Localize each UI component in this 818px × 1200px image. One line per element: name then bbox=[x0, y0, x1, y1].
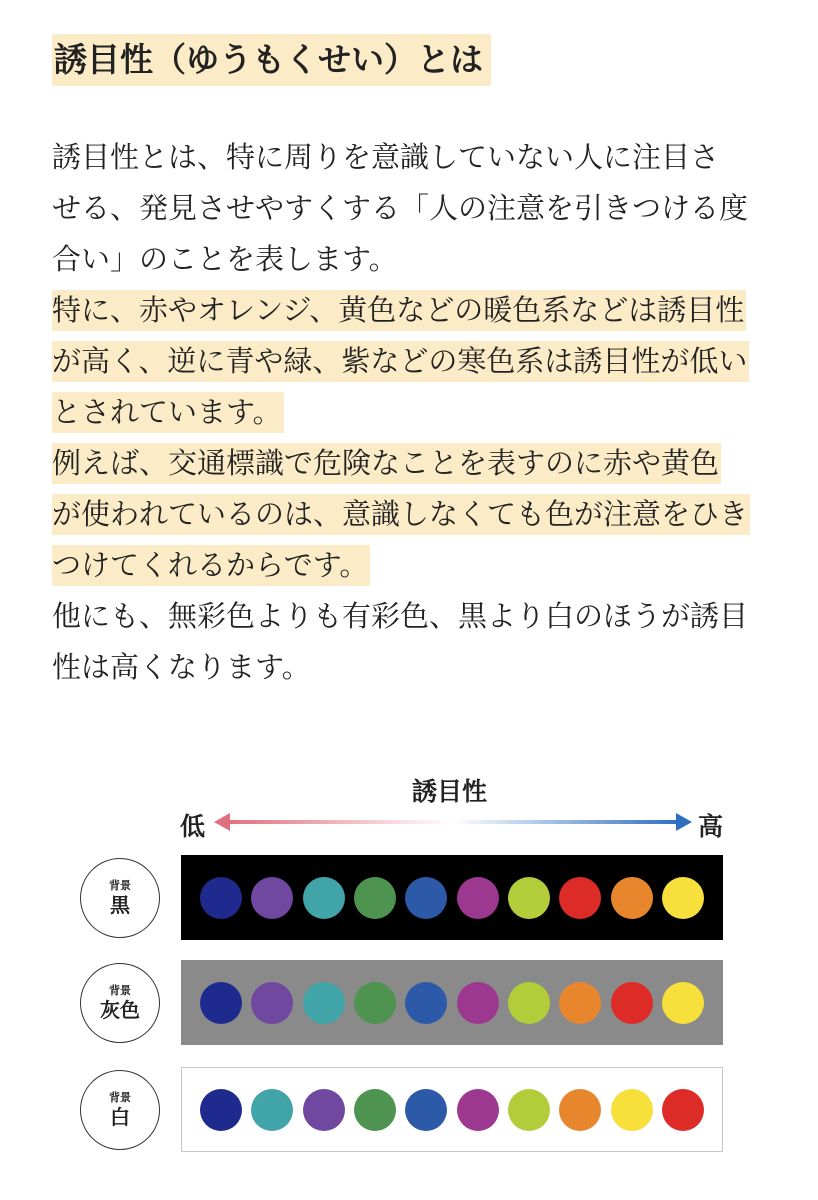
color-dot bbox=[303, 1089, 345, 1131]
color-dot bbox=[405, 982, 447, 1024]
row-white bbox=[0, 1070, 818, 1160]
background-label bbox=[80, 858, 160, 938]
color-dot bbox=[508, 877, 550, 919]
text-line bbox=[52, 387, 782, 438]
conspicuity-diagram bbox=[0, 760, 818, 1200]
highlighted-text: 例えば、交通標識で危険なことを表すのに赤や黄色 bbox=[52, 443, 721, 484]
color-dot bbox=[611, 877, 653, 919]
color-dot bbox=[405, 1089, 447, 1131]
highlighted-text: が高く、逆に青や緑、紫などの寒色系は誘目性が低い bbox=[52, 341, 749, 382]
highlighted-text: が使われているのは、意識しなくても色が注意をひき bbox=[52, 494, 750, 535]
line-text: 性は高くなります。 bbox=[52, 650, 311, 684]
color-dot bbox=[354, 877, 396, 919]
line-text: 誘目性とは、特に周りを意識していない人に注目さ bbox=[52, 140, 720, 174]
swatch-bar bbox=[181, 960, 723, 1045]
label-small: 背景 bbox=[109, 879, 131, 892]
line-text: せる、発見させやすくする「人の注意を引きつける度 bbox=[52, 191, 749, 225]
label-big: 白 bbox=[110, 1105, 130, 1129]
background-label bbox=[80, 1070, 160, 1150]
low-label: 低 bbox=[180, 812, 206, 841]
color-dot bbox=[354, 982, 396, 1024]
color-dot bbox=[457, 982, 499, 1024]
color-dot bbox=[457, 1089, 499, 1131]
color-dot bbox=[611, 1089, 653, 1131]
text-line bbox=[52, 540, 782, 591]
color-dot bbox=[508, 1089, 550, 1131]
label-big: 黒 bbox=[110, 893, 130, 917]
color-dot bbox=[251, 877, 293, 919]
label-small: 背景 bbox=[109, 1091, 131, 1104]
color-dot bbox=[200, 982, 242, 1024]
double-arrow-icon bbox=[214, 810, 692, 834]
section-heading: 誘目性（ゆうもくせい）とは bbox=[52, 34, 491, 86]
color-dot bbox=[559, 982, 601, 1024]
swatch-bar bbox=[181, 855, 723, 940]
color-dot bbox=[251, 982, 293, 1024]
line-text: 合い」のことを表します。 bbox=[52, 242, 398, 276]
text-line bbox=[52, 438, 782, 489]
highlighted-text: つけてくれるからです。 bbox=[52, 545, 370, 586]
color-dot bbox=[559, 877, 601, 919]
color-dot bbox=[662, 877, 704, 919]
high-label: 高 bbox=[698, 812, 724, 841]
color-dot bbox=[559, 1089, 601, 1131]
color-dot bbox=[354, 1089, 396, 1131]
label-small: 背景 bbox=[109, 984, 131, 997]
background-label bbox=[80, 963, 160, 1043]
color-dot bbox=[200, 1089, 242, 1131]
color-dot bbox=[662, 1089, 704, 1131]
text-line bbox=[52, 642, 782, 693]
text-line bbox=[52, 336, 782, 387]
line-text: 他にも、無彩色よりも有彩色、黒より白のほうが誘目 bbox=[52, 599, 749, 633]
color-dot bbox=[611, 982, 653, 1024]
color-dot bbox=[251, 1089, 293, 1131]
color-dot bbox=[303, 877, 345, 919]
row-gray bbox=[0, 963, 818, 1053]
color-dot bbox=[405, 877, 447, 919]
scale-title: 誘目性 bbox=[412, 777, 488, 806]
row-black bbox=[0, 858, 818, 948]
color-dot bbox=[200, 877, 242, 919]
color-dot bbox=[303, 982, 345, 1024]
color-dot bbox=[508, 982, 550, 1024]
color-dot bbox=[662, 982, 704, 1024]
text-line bbox=[52, 285, 782, 336]
text-line bbox=[52, 132, 782, 183]
text-line bbox=[52, 234, 782, 285]
swatch-bar bbox=[181, 1067, 723, 1152]
text-line bbox=[52, 591, 782, 642]
text-line bbox=[52, 489, 782, 540]
text-line bbox=[52, 183, 782, 234]
highlighted-text: とされています。 bbox=[52, 392, 284, 433]
body-text bbox=[52, 132, 782, 693]
highlighted-text: 特に、赤やオレンジ、黄色などの暖色系などは誘目性 bbox=[52, 290, 746, 331]
color-dot bbox=[457, 877, 499, 919]
label-big: 灰色 bbox=[100, 998, 140, 1022]
